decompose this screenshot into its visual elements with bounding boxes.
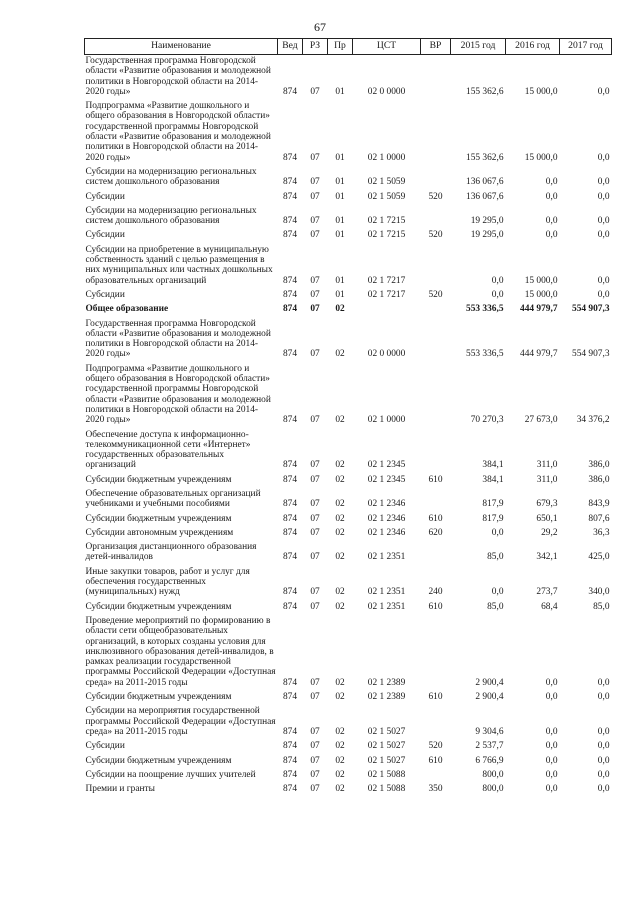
cell-pr: 01 <box>335 216 345 227</box>
table-row <box>85 525 612 539</box>
cell-ved: 874 <box>282 152 298 163</box>
cell-cst: 02 1 7215 <box>367 216 406 227</box>
cell-pr: 02 <box>335 460 345 471</box>
cell-vr <box>421 613 451 689</box>
header-cst: ЦСТ <box>353 39 421 55</box>
cell-2017: 807,6 <box>588 513 610 524</box>
table-row <box>85 486 612 511</box>
cell-2016: 68,4 <box>541 601 558 612</box>
table-row <box>85 703 612 738</box>
cell-2015: 19 295,0 <box>470 216 504 227</box>
cell-name: Субсидии бюджетным учреждениям <box>85 755 232 766</box>
cell-name: Субсидии бюджетным учреждениям <box>85 513 232 524</box>
table-row <box>85 781 612 795</box>
cell-2017: 386,0 <box>588 474 610 485</box>
cell-name: Субсидии <box>85 230 125 241</box>
cell-2017: 0,0 <box>597 289 610 300</box>
cell-2017: 554 907,3 <box>572 349 610 360</box>
cell-cst: 02 1 5059 <box>367 191 406 202</box>
cell-2015: 19 295,0 <box>470 230 504 241</box>
table-row <box>85 539 612 564</box>
cell-pr: 02 <box>335 769 345 780</box>
cell-name: Государственная программа Новгородской области «Развитие образования и молодежной политики в Новгородской области на 2014-2020 годы» <box>85 318 271 360</box>
cell-rz: 07 <box>310 177 320 188</box>
cell-ved: 874 <box>282 527 298 538</box>
cell-ved: 874 <box>282 230 298 241</box>
cell-cst: 02 1 2351 <box>367 601 406 612</box>
cell-rz: 07 <box>310 726 320 737</box>
table-row <box>85 767 612 781</box>
cell-pr: 02 <box>335 474 345 485</box>
cell-cst: 02 1 5088 <box>367 784 406 795</box>
table-row-section <box>85 301 612 315</box>
cell-2016: 0,0 <box>545 191 558 202</box>
cell-ved: 874 <box>282 289 298 300</box>
cell-2016: 0,0 <box>545 692 558 703</box>
table-row <box>85 189 612 203</box>
cell-pr: 01 <box>335 289 345 300</box>
cell-rz: 07 <box>310 289 320 300</box>
cell-rz: 07 <box>310 527 320 538</box>
cell-2017: 340,0 <box>588 587 610 598</box>
cell-2016: 679,3 <box>536 499 558 510</box>
cell-cst <box>353 301 421 315</box>
cell-vr <box>421 767 451 781</box>
cell-name: Субсидии на приобретение в муниципальную собственность зданий с целью размещения в них муниципальных или частных дошкольных образовательных организаций <box>85 244 273 286</box>
cell-2017: 34 376,2 <box>576 415 610 426</box>
cell-pr: 01 <box>335 191 345 202</box>
cell-rz: 07 <box>310 349 320 360</box>
cell-2016: 650,1 <box>536 513 558 524</box>
cell-ved: 874 <box>282 755 298 766</box>
cell-rz: 07 <box>310 216 320 227</box>
table-header-row <box>85 39 612 55</box>
cell-2017: 0,0 <box>597 692 610 703</box>
cell-ved: 874 <box>282 769 298 780</box>
cell-ved: 874 <box>282 415 298 426</box>
cell-2016: 27 673,0 <box>524 415 558 426</box>
cell-rz: 07 <box>310 552 320 563</box>
cell-2016: 273,7 <box>536 587 558 598</box>
cell-pr: 02 <box>335 784 345 795</box>
cell-rz: 07 <box>310 587 320 598</box>
cell-2017: 0,0 <box>597 741 610 752</box>
cell-cst: 02 1 2346 <box>367 527 406 538</box>
header-vr: ВР <box>421 39 451 55</box>
cell-vr <box>421 486 451 511</box>
cell-name: Иные закупки товаров, работ и услуг для обеспечения государственных (муниципальных) нужд <box>85 566 250 598</box>
cell-ved: 874 <box>282 784 298 795</box>
cell-2015: 553 336,5 <box>466 304 504 315</box>
cell-2016: 0,0 <box>545 769 558 780</box>
cell-name: Субсидии на мероприятия государственной программы Российской Федерации «Доступная среда» на 2011-2015 годы <box>85 706 276 737</box>
cell-name: Субсидии бюджетным учреждениям <box>85 692 232 703</box>
cell-ved: 874 <box>282 460 298 471</box>
cell-ved: 874 <box>282 552 298 563</box>
cell-cst: 02 1 2345 <box>367 474 406 485</box>
cell-ved: 874 <box>282 177 298 188</box>
cell-2017: 0,0 <box>597 86 610 97</box>
cell-cst: 02 1 0000 <box>367 415 406 426</box>
table-row <box>85 613 612 689</box>
cell-2017: 0,0 <box>597 177 610 188</box>
cell-rz: 07 <box>310 275 320 286</box>
cell-vr <box>421 316 451 361</box>
cell-vr: 350 <box>428 784 443 795</box>
cell-name: Субсидии на модернизацию региональных систем дошкольного образования <box>85 166 257 188</box>
cell-pr: 01 <box>335 86 345 97</box>
cell-2017: 843,9 <box>588 499 610 510</box>
cell-2015: 136 067,6 <box>466 191 504 202</box>
cell-2015: 155 362,6 <box>466 152 504 163</box>
table-row <box>85 564 612 599</box>
cell-2017: 0,0 <box>597 755 610 766</box>
cell-pr: 02 <box>335 741 345 752</box>
cell-ved: 874 <box>282 677 298 688</box>
cell-ved: 874 <box>282 601 298 612</box>
cell-vr <box>421 164 451 189</box>
cell-cst: 02 1 2389 <box>367 677 406 688</box>
cell-2016: 444 979,7 <box>520 304 558 315</box>
cell-ved: 874 <box>282 499 298 510</box>
cell-2015: 70 270,3 <box>470 415 504 426</box>
cell-rz: 07 <box>310 304 320 315</box>
cell-name: Обеспечение образовательных организаций учебниками и учебными пособиями <box>85 488 261 510</box>
cell-cst: 02 1 7217 <box>367 289 406 300</box>
cell-pr: 02 <box>335 692 345 703</box>
cell-2017: 0,0 <box>597 230 610 241</box>
cell-2016: 15 000,0 <box>524 152 558 163</box>
cell-cst: 02 1 2346 <box>367 499 406 510</box>
header-name: Наименование <box>85 39 278 55</box>
cell-2017: 0,0 <box>597 191 610 202</box>
cell-ved: 874 <box>282 86 298 97</box>
cell-pr: 02 <box>335 552 345 563</box>
cell-name: Субсидии бюджетным учреждениям <box>85 474 232 485</box>
table-row <box>85 427 612 472</box>
cell-2015: 817,9 <box>482 499 504 510</box>
cell-cst: 02 1 2351 <box>367 552 406 563</box>
cell-2016: 29,2 <box>541 527 558 538</box>
cell-2015: 0,0 <box>491 587 504 598</box>
table-row <box>85 316 612 361</box>
cell-pr: 01 <box>335 177 345 188</box>
cell-cst: 02 1 7215 <box>367 230 406 241</box>
cell-name: Подпрограмма «Развитие дошкольного и общего образования в Новгородской области» государственной программы Новгородской области «Развитие образования и молодежной политики в Новгородской области на 2014-2020 годы» <box>85 101 271 163</box>
cell-rz: 07 <box>310 513 320 524</box>
cell-2015: 155 362,6 <box>466 86 504 97</box>
table-row <box>85 472 612 486</box>
cell-2016: 311,0 <box>536 474 558 485</box>
table-row <box>85 287 612 301</box>
table-row <box>85 242 612 287</box>
table-row <box>85 738 612 752</box>
cell-cst: 02 1 5027 <box>367 755 406 766</box>
cell-pr: 02 <box>335 755 345 766</box>
cell-ved: 874 <box>282 587 298 598</box>
cell-vr <box>421 203 451 228</box>
cell-name: Проведение мероприятий по формированию в области сети общеобразовательных организаций, в которых созданы условия для инклюзивного образования детей-инвалидов, в рамках реализации государственной программы Российской Федерации «Доступная среда» на 2011-2015 годы <box>85 615 276 688</box>
table-row <box>85 98 612 164</box>
cell-name: Организация дистанционного образования детей-инвалидов <box>85 542 257 563</box>
header-2017: 2017 год <box>560 39 612 55</box>
table-row <box>85 599 612 613</box>
cell-name: Субсидии <box>85 289 125 300</box>
cell-2015: 85,0 <box>487 601 504 612</box>
cell-2015: 2 900,4 <box>475 677 504 688</box>
cell-ved: 874 <box>282 275 298 286</box>
cell-ved: 874 <box>282 216 298 227</box>
cell-2016: 0,0 <box>545 677 558 688</box>
cell-name: Общее образование <box>85 304 169 315</box>
cell-2015: 800,0 <box>482 769 504 780</box>
cell-cst: 02 1 0000 <box>367 152 406 163</box>
table-row <box>85 164 612 189</box>
table-row <box>85 753 612 767</box>
cell-name: Обеспечение доступа к информационно-телекоммуникационной сети «Интернет» государственных образовательных организаций <box>85 429 251 471</box>
cell-name: Субсидии на модернизацию региональных систем дошкольного образования <box>85 205 257 227</box>
cell-2016: 15 000,0 <box>524 275 558 286</box>
cell-2015: 6 766,9 <box>475 755 504 766</box>
cell-cst: 02 1 7217 <box>367 275 406 286</box>
cell-cst: 02 0 0000 <box>367 349 406 360</box>
cell-2016: 444 979,7 <box>520 349 558 360</box>
cell-2016: 15 000,0 <box>524 289 558 300</box>
cell-vr: 610 <box>428 755 443 766</box>
cell-vr <box>421 98 451 164</box>
cell-vr: 610 <box>428 474 443 485</box>
cell-rz: 07 <box>310 601 320 612</box>
cell-vr: 610 <box>428 601 443 612</box>
cell-2015: 800,0 <box>482 784 504 795</box>
cell-pr: 02 <box>335 527 345 538</box>
cell-2015: 553 336,5 <box>466 349 504 360</box>
cell-2017: 0,0 <box>597 216 610 227</box>
cell-name: Субсидии <box>85 191 125 202</box>
cell-2015: 384,1 <box>482 460 504 471</box>
cell-ved: 874 <box>282 304 298 315</box>
cell-ved: 874 <box>282 726 298 737</box>
cell-name: Субсидии бюджетным учреждениям <box>85 601 232 612</box>
cell-pr: 01 <box>335 152 345 163</box>
cell-pr: 02 <box>335 304 345 315</box>
cell-cst: 02 0 0000 <box>367 86 406 97</box>
cell-vr <box>421 55 451 99</box>
header-2016: 2016 год <box>506 39 560 55</box>
cell-vr: 520 <box>428 741 443 752</box>
cell-vr <box>421 242 451 287</box>
header-ved: Вед <box>278 39 303 55</box>
cell-pr: 01 <box>335 275 345 286</box>
cell-2016: 0,0 <box>545 177 558 188</box>
header-2015: 2015 год <box>451 39 506 55</box>
cell-name: Субсидии <box>85 741 125 752</box>
cell-vr: 610 <box>428 692 443 703</box>
cell-2015: 384,1 <box>482 474 504 485</box>
cell-vr: 520 <box>428 191 443 202</box>
cell-cst: 02 1 5088 <box>367 769 406 780</box>
cell-2015: 85,0 <box>487 552 504 563</box>
cell-ved: 874 <box>282 349 298 360</box>
table-row <box>85 511 612 525</box>
cell-cst: 02 1 2351 <box>367 587 406 598</box>
cell-2016: 0,0 <box>545 726 558 737</box>
cell-2017: 0,0 <box>597 769 610 780</box>
cell-2017: 0,0 <box>597 677 610 688</box>
cell-rz: 07 <box>310 86 320 97</box>
cell-2015: 0,0 <box>491 527 504 538</box>
cell-cst: 02 1 5027 <box>367 741 406 752</box>
cell-name: Субсидии на поощрение лучших учителей <box>85 769 256 780</box>
cell-2017: 0,0 <box>597 726 610 737</box>
cell-cst: 02 1 2389 <box>367 692 406 703</box>
cell-rz: 07 <box>310 230 320 241</box>
cell-2015: 0,0 <box>491 275 504 286</box>
cell-pr: 02 <box>335 601 345 612</box>
cell-rz: 07 <box>310 460 320 471</box>
cell-2016: 0,0 <box>545 230 558 241</box>
cell-2015: 2 537,7 <box>475 741 504 752</box>
cell-2016: 15 000,0 <box>524 86 558 97</box>
page-number: 67 <box>314 20 326 34</box>
cell-2017: 85,0 <box>593 601 610 612</box>
cell-2017: 425,0 <box>588 552 610 563</box>
cell-pr: 02 <box>335 726 345 737</box>
cell-cst: 02 1 2346 <box>367 513 406 524</box>
cell-vr <box>421 427 451 472</box>
cell-2016: 0,0 <box>545 216 558 227</box>
table-body <box>85 55 612 796</box>
cell-pr: 02 <box>335 587 345 598</box>
cell-rz: 07 <box>310 499 320 510</box>
cell-2017: 0,0 <box>597 275 610 286</box>
cell-cst: 02 1 5027 <box>367 726 406 737</box>
cell-rz: 07 <box>310 692 320 703</box>
cell-ved: 874 <box>282 513 298 524</box>
cell-pr: 02 <box>335 677 345 688</box>
table-row <box>85 55 612 99</box>
cell-vr: 520 <box>428 289 443 300</box>
cell-rz: 07 <box>310 152 320 163</box>
cell-2016: 342,1 <box>536 552 558 563</box>
cell-vr <box>421 703 451 738</box>
cell-name: Премии и гранты <box>85 784 155 795</box>
cell-2015: 136 067,6 <box>466 177 504 188</box>
cell-rz: 07 <box>310 755 320 766</box>
cell-2016: 0,0 <box>545 741 558 752</box>
header-rz: РЗ <box>303 39 328 55</box>
cell-rz: 07 <box>310 677 320 688</box>
cell-vr: 610 <box>428 513 443 524</box>
cell-rz: 07 <box>310 784 320 795</box>
budget-table <box>84 38 612 795</box>
cell-2016: 311,0 <box>536 460 558 471</box>
cell-ved: 874 <box>282 191 298 202</box>
cell-vr: 620 <box>428 527 443 538</box>
cell-vr: 240 <box>428 587 443 598</box>
cell-rz: 07 <box>310 415 320 426</box>
cell-ved: 874 <box>282 692 298 703</box>
cell-2015: 9 304,6 <box>475 726 504 737</box>
cell-vr <box>421 539 451 564</box>
cell-cst: 02 1 5059 <box>367 177 406 188</box>
cell-name: Субсидии автономным учреждениям <box>85 527 234 538</box>
cell-name: Государственная программа Новгородской области «Развитие образования и молодежной политики в Новгородской области на 2014-2020 годы» <box>85 56 271 97</box>
table-row <box>85 203 612 228</box>
cell-pr: 02 <box>335 415 345 426</box>
cell-cst: 02 1 2345 <box>367 460 406 471</box>
cell-pr: 02 <box>335 499 345 510</box>
cell-2017: 554 907,3 <box>572 304 610 315</box>
cell-2015: 817,9 <box>482 513 504 524</box>
cell-vr <box>421 301 451 315</box>
cell-2017: 0,0 <box>597 152 610 163</box>
cell-rz: 07 <box>310 191 320 202</box>
cell-2015: 0,0 <box>491 289 504 300</box>
cell-rz: 07 <box>310 741 320 752</box>
table-row <box>85 361 612 427</box>
cell-2016: 0,0 <box>545 755 558 766</box>
cell-ved: 874 <box>282 741 298 752</box>
cell-2017: 0,0 <box>597 784 610 795</box>
cell-vr: 520 <box>428 230 443 241</box>
cell-2017: 386,0 <box>588 460 610 471</box>
cell-vr <box>421 361 451 427</box>
header-pr: Пр <box>328 39 353 55</box>
cell-2016: 0,0 <box>545 784 558 795</box>
cell-pr: 02 <box>335 349 345 360</box>
cell-name: Подпрограмма «Развитие дошкольного и общего образования в Новгородской области» государственной программы Новгородской области «Развитие образования и молодежной политики в Новгородской области на 2014-2020 годы» <box>85 363 271 426</box>
cell-pr: 01 <box>335 230 345 241</box>
cell-2017: 36,3 <box>593 527 610 538</box>
table-row <box>85 227 612 241</box>
table-row <box>85 689 612 703</box>
cell-2015: 2 900,4 <box>475 692 504 703</box>
cell-rz: 07 <box>310 474 320 485</box>
cell-pr: 02 <box>335 513 345 524</box>
cell-rz: 07 <box>310 769 320 780</box>
cell-ved: 874 <box>282 474 298 485</box>
